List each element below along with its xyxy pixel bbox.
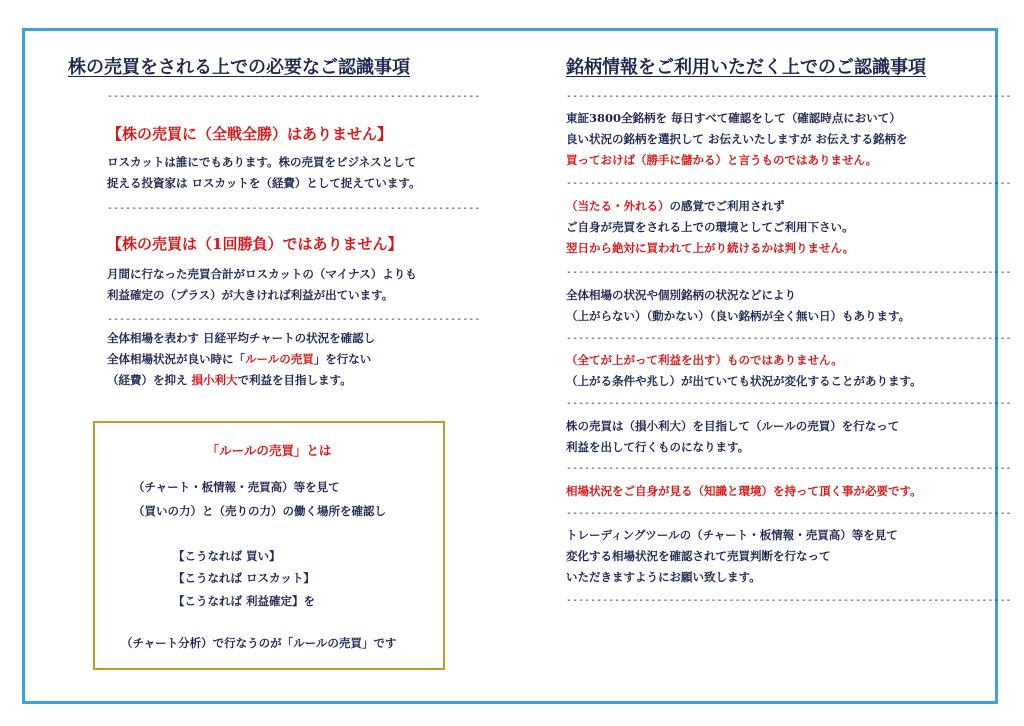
divider: -------------------------------------------------------------- — [107, 203, 481, 214]
divider: -------------------------------------------------------------------------- — [566, 178, 1012, 189]
text-line: 全体相場を表わす 日経平均チャートの状況を確認し — [107, 331, 376, 345]
box-line: （チャート・板情報・売買高）等を見て — [133, 480, 340, 494]
text-span: で利益を目指します。 — [237, 373, 352, 387]
text-line: 利益を出して行くものになります。 — [566, 440, 750, 454]
text-span-red: ルールの売買 — [245, 352, 314, 366]
text-line: （上がらない）（動かない）（良い銘柄が全く無い日）もあります。 — [566, 309, 911, 323]
text-line-red: 買っておけば（勝手に儲かる）と言うものではありません。 — [566, 153, 878, 167]
right-section-5 — [566, 416, 899, 458]
text-line: 良い状況の銘柄を選択して お伝えいたしますが お伝えする銘柄を — [566, 132, 908, 146]
right-section-1 — [566, 108, 908, 171]
text-line: 全体相場の状況や個別銘柄の状況などにより — [566, 288, 796, 302]
section-text-1 — [107, 152, 420, 194]
right-section-6: 相場状況をご自身が見る（知識と環境）を持って頂く事が必要です。 — [566, 484, 922, 498]
divider: -------------------------------------------------------------------------- — [566, 267, 1012, 278]
text-line: 月間に行なった売買合計がロスカットの（マイナス）よりも — [107, 267, 417, 281]
rule-trading-box — [93, 421, 445, 670]
right-section-4 — [566, 350, 922, 392]
text-line: ご自身が売買をされる上での環境としてご利用下さい。 — [566, 220, 854, 234]
text-span: 」を行ない — [313, 352, 372, 366]
text-line — [566, 196, 854, 217]
text-span-red: 損小利大 — [191, 373, 238, 387]
text-line: 変化する相場状況を確認されて売買判断を行なって — [566, 549, 831, 563]
text-span-red: （当たる・外れる） — [566, 199, 670, 213]
box-line: 【こうなれば ロスカット】 — [173, 571, 315, 585]
divider: -------------------------------------------------------------------------- — [566, 595, 1012, 606]
text-line: ロスカットは誰にでもあります。株の売買をビジネスとして — [107, 155, 417, 169]
right-section-3 — [566, 285, 910, 327]
text-span: 全体相場状況が良い時に「 — [107, 352, 245, 366]
text-line — [107, 349, 375, 370]
divider: -------------------------------------------------------------------------- — [566, 398, 1012, 409]
left-title: 株の売買をされる上での必要なご認識事項 — [68, 57, 410, 78]
divider: -------------------------------------------------------------------------- — [566, 508, 1012, 519]
section-text-3 — [107, 328, 375, 391]
right-section-2 — [566, 196, 854, 259]
text-line: いただきますようにお願い致します。 — [566, 570, 761, 584]
text-line: 捉える投資家は ロスカットを（経費）として捉えています。 — [107, 176, 421, 190]
section-heading-2: 【株の売買は（1回勝負）ではありません】 — [107, 235, 403, 253]
box-title: 「ルールの売買」とは — [206, 443, 332, 458]
page-frame — [22, 28, 1012, 704]
divider: -------------------------------------------------------------- — [107, 314, 481, 325]
right-title: 銘柄情報をご利用いただく上でのご認識事項 — [566, 57, 926, 78]
text-span: の感覚でご利用されず — [669, 199, 785, 213]
box-line: （チャート分析）で行なうのが「ルールの売買」です — [121, 636, 397, 650]
text-line: （上がる条件や兆し）が出ていても状況が変化することがあります。 — [566, 374, 922, 388]
text-line-red: 翌日から絶対に買われて上がり続けるかは判りません。 — [566, 241, 855, 255]
section-text-2 — [107, 264, 417, 306]
text-span: （経費）を抑え — [107, 373, 192, 387]
text-line-red: （全てが上がって利益を出す）ものではありません。 — [566, 353, 843, 367]
divider: -------------------------------------------------------------------------- — [566, 463, 1012, 474]
section-heading-1: 【株の売買に（全戦全勝）はありません】 — [107, 125, 393, 143]
divider: -------------------------------------------------------------------------- — [566, 91, 1012, 102]
divider: -------------------------------------------------------------- — [107, 91, 481, 102]
text-line: トレーディングツールの（チャート・板情報・売買高）等を見て — [566, 528, 898, 542]
right-section-7 — [566, 525, 898, 588]
text-line: 東証3800全銘柄を 毎日すべて確認をして（確認時点において） — [566, 111, 901, 125]
text-line: 株の売買は（損小利大）を目指して（ルールの売買）を行なって — [566, 419, 900, 433]
text-line: 利益確定の（プラス）が大きければ利益が出ています。 — [107, 288, 394, 302]
divider: -------------------------------------------------------------------------- — [566, 333, 1012, 344]
box-line: （買いの力）と（売りの力）の働く場所を確認し — [133, 504, 386, 518]
text-line — [107, 370, 375, 391]
box-line: 【こうなれば 買い】 — [173, 549, 281, 563]
box-line: 【こうなれば 利益確定】を — [173, 594, 316, 608]
